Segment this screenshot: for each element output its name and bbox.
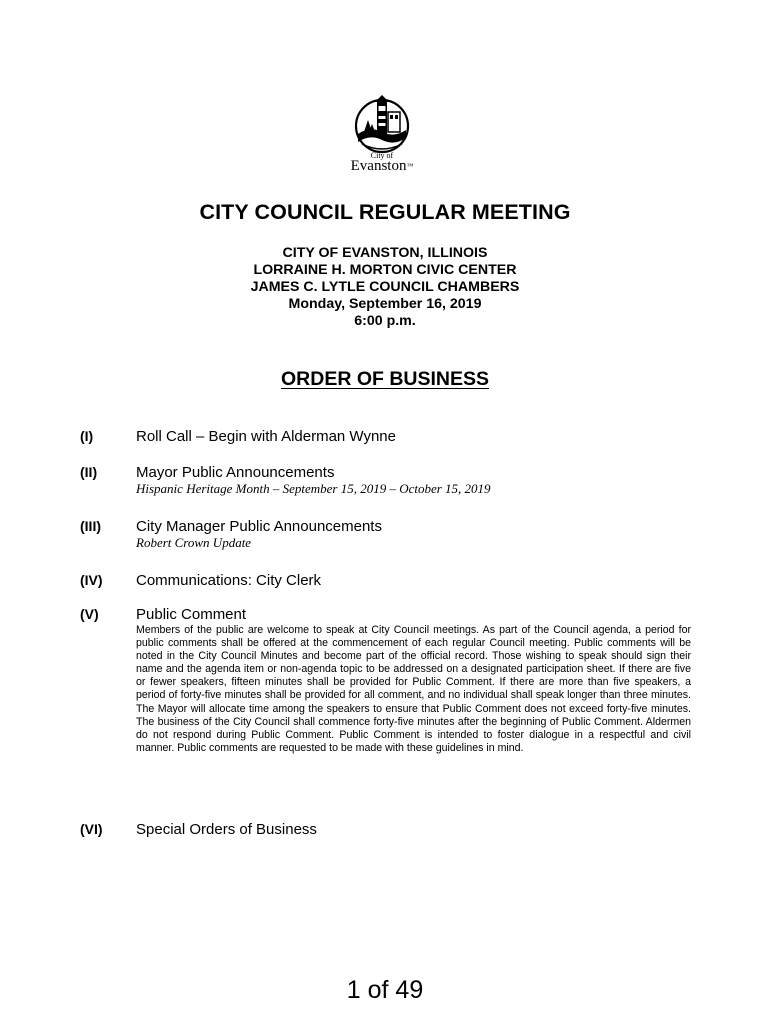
logo-city-name: Evanston™	[350, 158, 414, 174]
agenda-item-title: Special Orders of Business	[136, 821, 317, 838]
meeting-city: CITY OF EVANSTON, ILLINOIS	[282, 245, 488, 261]
agenda-item-title: Roll Call – Begin with Alderman Wynne	[136, 428, 396, 445]
agenda-item-title: Public Comment	[136, 606, 247, 623]
agenda-item-title: Communications: City Clerk	[136, 572, 322, 589]
meeting-venue: LORRAINE H. MORTON CIVIC CENTER	[253, 262, 517, 278]
agenda-item-title: Mayor Public Announcements	[136, 464, 335, 481]
agenda-item-number: (III)	[80, 518, 101, 534]
agenda-item-number: (II)	[80, 464, 98, 480]
agenda-item-number: (I)	[80, 428, 94, 444]
logo-city-of: City of	[370, 151, 394, 160]
agenda-item-title: City Manager Public Announcements	[136, 518, 382, 535]
agenda-item-subtitle: Hispanic Heritage Month – September 15, 2019 – October 15, 2019	[136, 481, 491, 496]
meeting-title: CITY COUNCIL REGULAR MEETING	[199, 200, 571, 224]
order-of-business-heading: ORDER OF BUSINESS	[280, 368, 490, 390]
agenda-item-number: (V)	[80, 606, 99, 622]
agenda-item-subtitle: Robert Crown Update	[136, 535, 252, 550]
agenda-item-number: (VI)	[80, 821, 103, 837]
lighthouse-emblem-icon	[350, 92, 414, 154]
public-comment-guidelines: Members of the public are welcome to speak at City Council meetings. As part of the Council agenda, a period for public comments shall be offered at the commencement of each regular Council meeting. Public comments will be noted in the City Council Minutes and become part of the official record. Those wishing to speak should sign their name and the agenda item or non-agenda topic to be addressed on a designated participation sheet. If there are five or fewer speakers, fifteen minutes shall be provided for Public Comment. If there are more than five speakers, a period of forty-five minutes shall be provided for all comment, and no individual shall speak longer than three minutes. The Mayor will allocate time among the speakers to ensure that Public Comment does not exceed forty-five minutes. The business of the City Council shall commence forty-five minutes after the beginning of Public Comment. Aldermen do not respond during Public Comment. Public Comment is intended to foster dialogue in a respectful and civil manner. Public comments are requested to be made with these guidelines in mind.	[136, 624, 691, 754]
meeting-date: Monday, September 16, 2019	[288, 296, 482, 312]
meeting-details	[0, 245, 770, 330]
city-logo	[334, 92, 430, 190]
meeting-chambers: JAMES C. LYTLE COUNCIL CHAMBERS	[250, 279, 520, 295]
agenda-item-number: (IV)	[80, 572, 103, 588]
meeting-time: 6:00 p.m.	[354, 313, 416, 329]
page-number: 1 of 49	[346, 976, 424, 1004]
